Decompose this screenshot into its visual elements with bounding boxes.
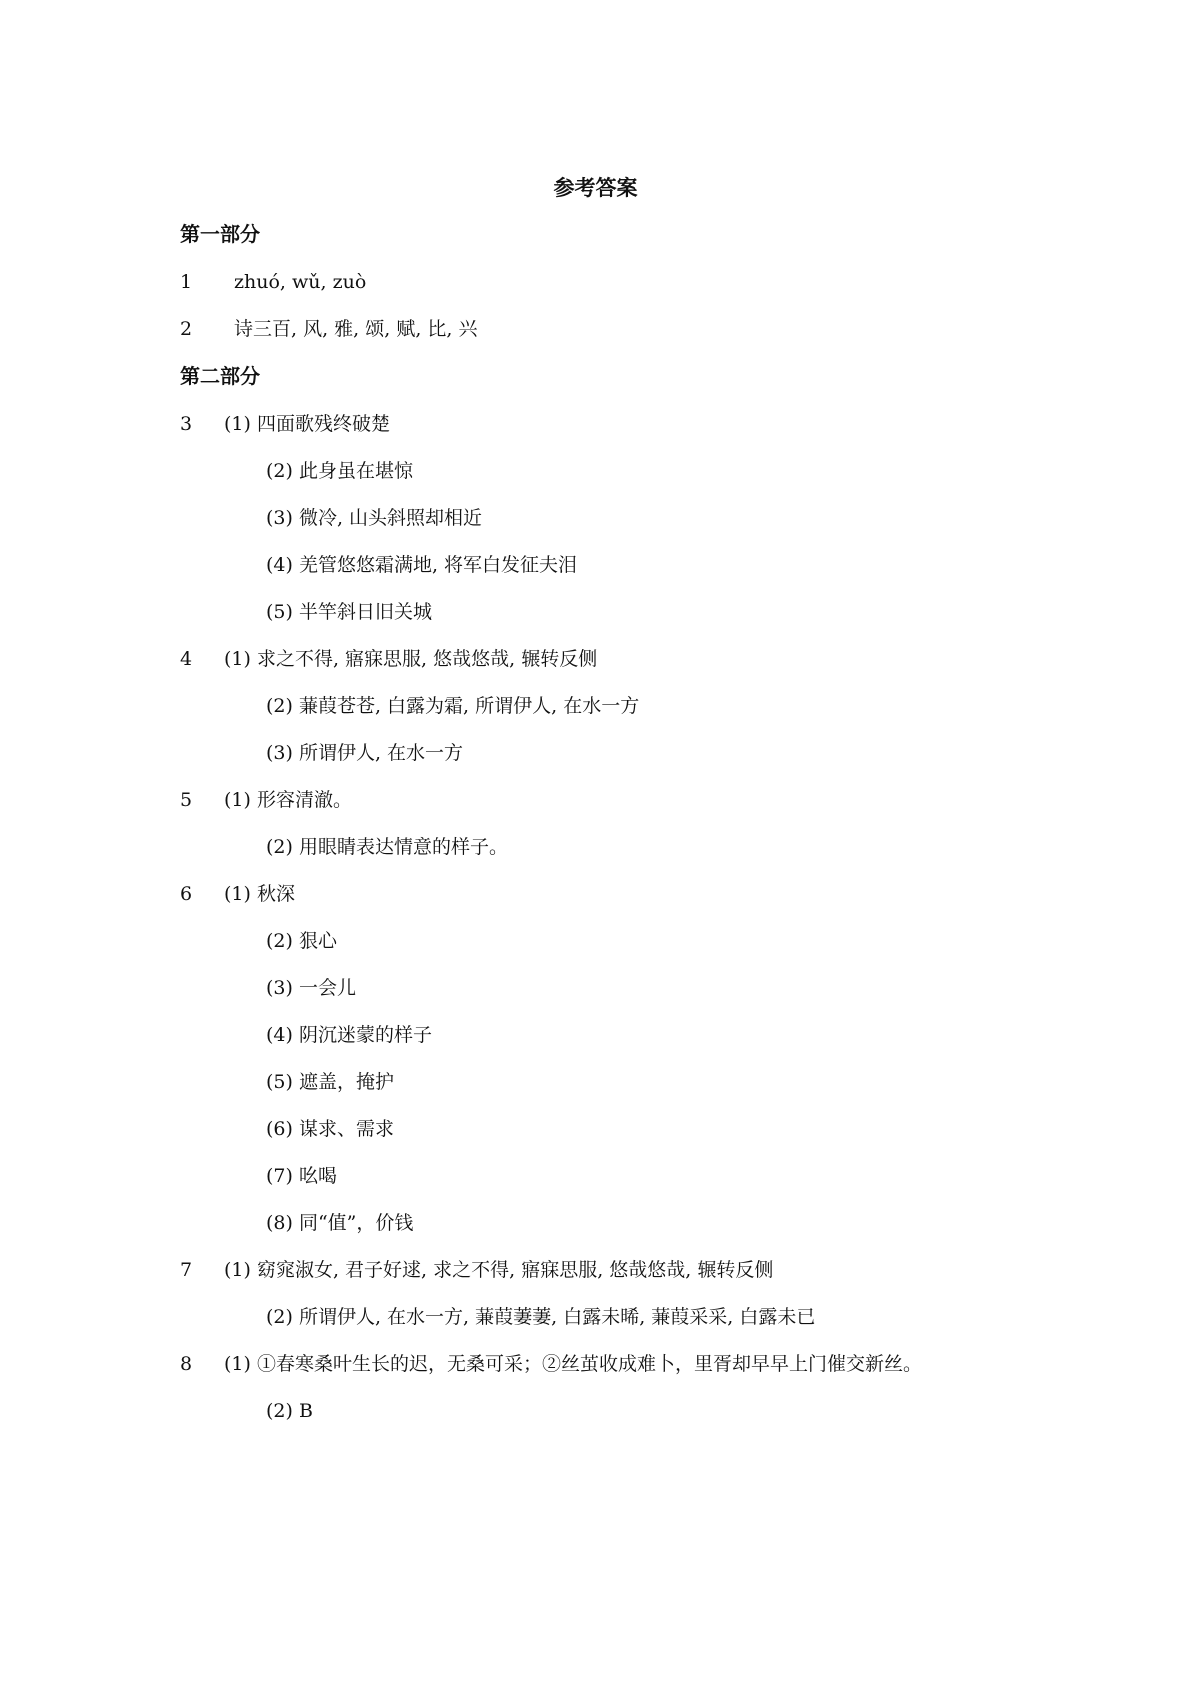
answer-item: (2) B (266, 1400, 313, 1422)
answer-item: (1) 求之不得, 寤寐思服, 悠哉悠哉, 辗转反侧 (224, 648, 598, 670)
page-title: 参考答案 (553, 176, 638, 200)
section-heading-part2: 第二部分 (180, 364, 260, 388)
answer-item: (7) 吆喝 (266, 1165, 337, 1187)
answer-item: (3) 微冷, 山头斜照却相近 (266, 507, 483, 529)
question-number: 8 (180, 1353, 193, 1375)
answer-item: (2) 狠心 (266, 930, 337, 952)
answer-item: (1) 窈窕淑女, 君子好逑, 求之不得, 寤寐思服, 悠哉悠哉, 辗转反侧 (224, 1259, 774, 1281)
answer-item: (2) 此身虽在堪惊 (266, 460, 413, 482)
answer-item: (1) 形容清澈。 (224, 789, 352, 811)
answer-item: (1) ①春寒桑叶生长的迟，无桑可采；②丝茧收成难卜，里胥却早早上门催交新丝。 (224, 1353, 922, 1375)
answer-item: (8) 同“值”，价钱 (266, 1212, 414, 1234)
question-number: 7 (180, 1259, 193, 1281)
answer-item: (5) 半竿斜日旧关城 (266, 601, 432, 623)
answer-item: (2) 蒹葭苍苍, 白露为霜, 所谓伊人, 在水一方 (266, 695, 640, 717)
answer-item: (3) 一会儿 (266, 977, 356, 999)
answer-text: 诗三百, 风, 雅, 颂, 赋, 比, 兴 (234, 318, 478, 340)
question-number: 3 (180, 413, 193, 435)
answer-item: (2) 所谓伊人, 在水一方, 蒹葭萋萋, 白露未晞, 蒹葭采采, 白露未已 (266, 1306, 816, 1328)
question-number: 6 (180, 883, 193, 905)
answer-item: (3) 所谓伊人, 在水一方 (266, 742, 464, 764)
answer-item: (1) 秋深 (224, 883, 295, 905)
answer-item: (4) 阴沉迷蒙的样子 (266, 1024, 432, 1046)
question-number: 1 (180, 271, 193, 293)
answer-item: (2) 用眼睛表达情意的样子。 (266, 836, 508, 858)
section-heading-part1: 第一部分 (180, 222, 260, 246)
answer-item: (4) 羌管悠悠霜满地, 将军白发征夫泪 (266, 554, 578, 576)
question-number: 2 (180, 318, 193, 340)
answer-item: (1) 四面歌残终破楚 (224, 413, 390, 435)
answer-text: zhuó, wǔ, zuò (234, 271, 367, 293)
question-number: 4 (180, 648, 193, 670)
question-number: 5 (180, 789, 193, 811)
answer-item: (5) 遮盖，掩护 (266, 1071, 394, 1093)
answer-item: (6) 谋求、需求 (266, 1118, 394, 1140)
